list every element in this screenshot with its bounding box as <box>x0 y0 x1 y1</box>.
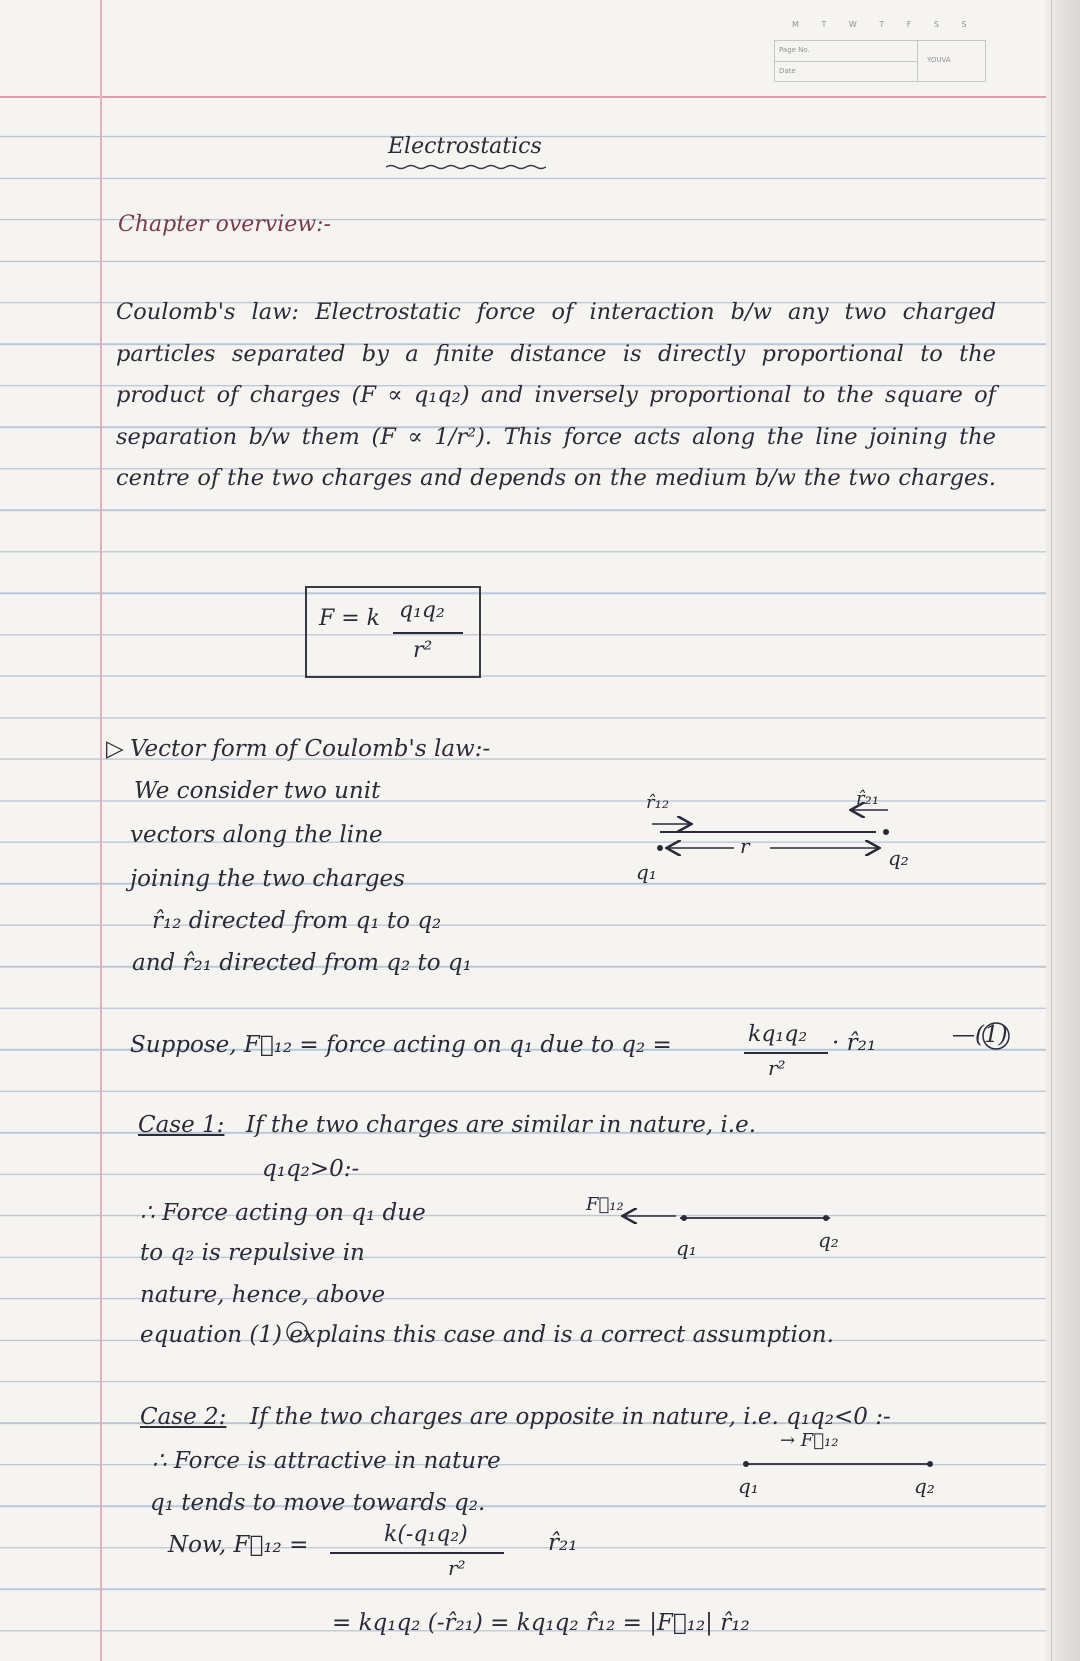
weekday-letters: M T W T F S S <box>792 20 977 29</box>
case1-diagram <box>624 1215 830 1221</box>
q1-label: q₁ <box>636 860 657 884</box>
vector-form-heading: Vector form of Coulomb's law:- <box>130 736 491 762</box>
vector-line: joining the two charges <box>130 866 405 892</box>
case2-now-denominator: r² <box>448 1556 466 1580</box>
case2-diagram <box>743 1461 933 1467</box>
page-title: Electrostatics <box>388 134 542 159</box>
case2-q2-label: q₂ <box>914 1474 935 1498</box>
eq-ref-circle <box>287 1322 307 1342</box>
case2-text: If the two charges are opposite in nature, i.e. q₁q₂<0 :- <box>250 1404 891 1430</box>
formula-lhs: F = k <box>319 606 381 631</box>
case2-line: q₁ tends to move towards q₂. <box>150 1490 486 1516</box>
case2-now: Now, F⃗₁₂ = <box>168 1532 309 1558</box>
case2-heading: Case 2: <box>140 1404 227 1430</box>
case2-now-numerator: k(-q₁q₂) <box>384 1522 468 1547</box>
q2-dot <box>883 829 889 835</box>
coulomb-law-paragraph: Coulomb's law: Electrostatic force of interaction b/w any two charged particles separated by a finite distance is directly proportional to the product of charges (F ∝ q₁q₂) and inversely proportional to the square of separation b/w them (F ∝ 1/r²). This force acts along the line joining the centre of the two charges and depends on the medium b/w the two charges. <box>116 299 996 491</box>
case1-force-label: F⃗₁₂ <box>586 1194 624 1215</box>
vector-line: vectors along the line <box>130 822 383 848</box>
vector-line: We consider two unit <box>134 778 381 804</box>
case1-line: equation (1) explains this case and is a correct assumption. <box>140 1322 834 1348</box>
date-label: Date <box>779 67 796 75</box>
equation-label: —(1) <box>952 1022 1008 1048</box>
case1-line: to q₂ is repulsive in <box>140 1240 365 1266</box>
case1-line: nature, hence, above <box>140 1282 386 1308</box>
case1-condition: q₁q₂>0:- <box>262 1156 360 1182</box>
r21-label: r̂₂₁ <box>856 788 880 809</box>
chapter-overview-heading: Chapter overview:- <box>118 212 331 237</box>
vector-diagram <box>652 810 889 851</box>
suppose-unit: · r̂₂₁ <box>832 1030 877 1056</box>
r-label: r <box>740 834 750 858</box>
vector-line: and r̂₂₁ directed from q₂ to q₁ <box>132 950 472 976</box>
case2-final-equation: = kq₁q₂ (-r̂₂₁) = kq₁q₂ r̂₁₂ = |F⃗₁₂| r̂₁₂ <box>332 1610 750 1636</box>
case1-q1-label: q₁ <box>676 1236 697 1260</box>
page-no-label: Page No. <box>779 46 810 54</box>
vector-line: r̂₁₂ directed from q₁ to q₂ <box>152 908 442 934</box>
case1-q2-label: q₂ <box>818 1228 839 1252</box>
case2-q1-label: q₁ <box>738 1474 759 1498</box>
case2-now-unit: r̂₂₁ <box>548 1530 578 1556</box>
suppose-denominator: r² <box>768 1056 786 1080</box>
q2-label: q₂ <box>888 846 909 870</box>
q1-dot <box>657 845 663 851</box>
formula-numerator: q₁q₂ <box>399 598 445 623</box>
case1-text: If the two charges are similar in nature, i.e. <box>246 1112 757 1138</box>
eq-number-circle <box>983 1023 1009 1049</box>
case1-heading: Case 1: <box>138 1112 225 1138</box>
suppose-numerator: kq₁q₂ <box>748 1022 808 1047</box>
formula-denominator: r² <box>413 638 433 663</box>
r12-label: r̂₁₂ <box>646 792 670 813</box>
case2-line: ∴ Force is attractive in nature <box>152 1448 501 1474</box>
case1-line: ∴ Force acting on q₁ due <box>140 1200 426 1226</box>
suppose-text: Suppose, F⃗₁₂ = force acting on q₁ due to q₂ = <box>130 1032 672 1058</box>
case2-force-label: → F⃗₁₂ <box>780 1430 839 1451</box>
brand-label: YOUVA <box>927 56 951 64</box>
vector-form-bullet: ▷ <box>106 736 124 762</box>
